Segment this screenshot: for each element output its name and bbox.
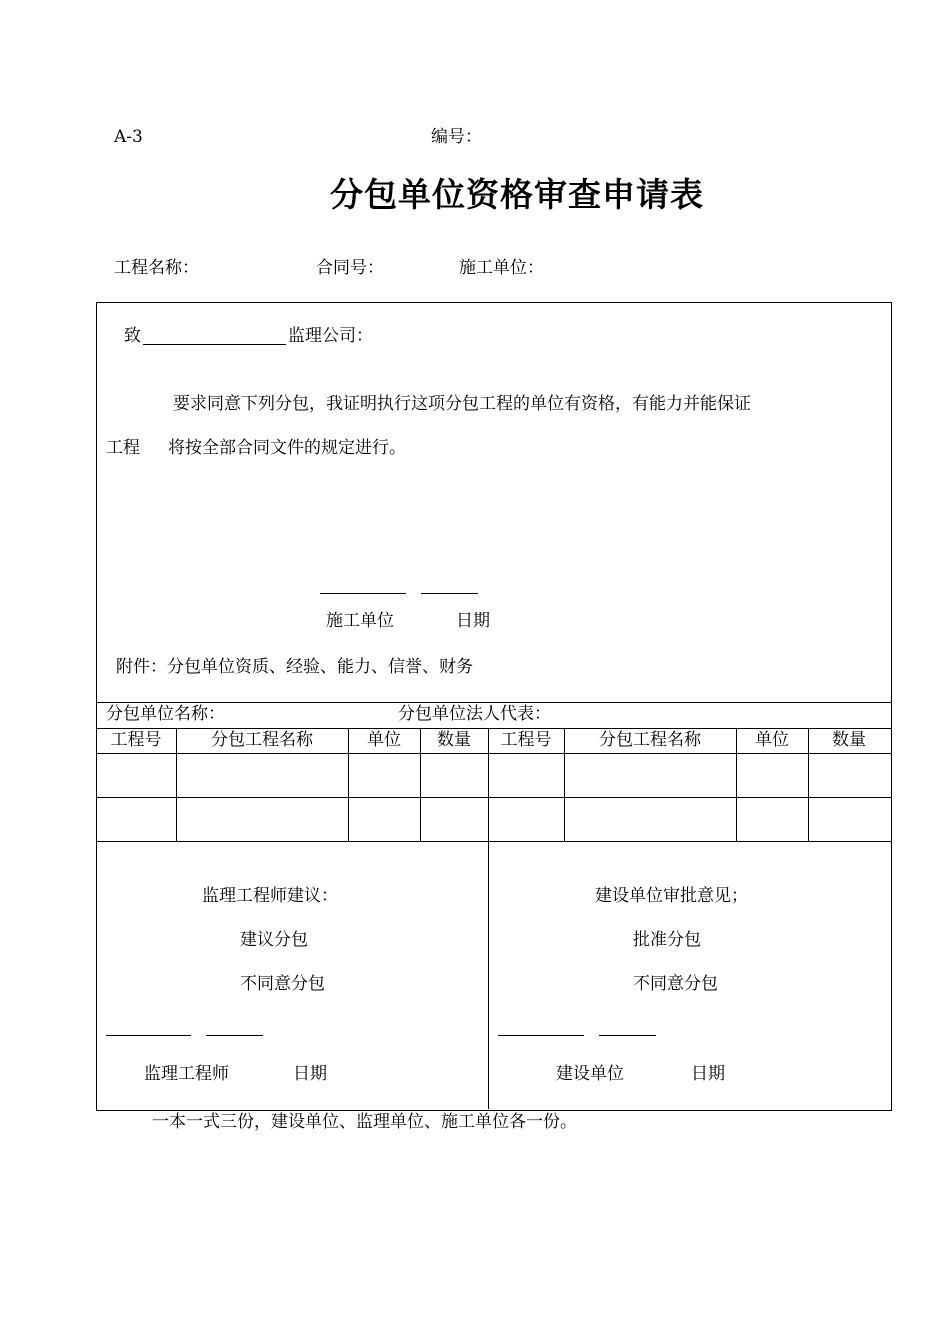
supervisor-date-label: 日期 (293, 1064, 327, 1084)
legal-representative-label: 分包单位法人代表： (398, 704, 551, 724)
column-header-unit: 单位 (755, 730, 789, 750)
column-header-quantity: 数量 (832, 730, 866, 750)
request-line-1: 要求同意下列分包，我证明执行这项分包工程的单位有资格，有能力并能保证 (173, 394, 751, 414)
column-header-work-name: 分包工程名称 (599, 730, 701, 750)
attachment-note: 附件：分包单位资质、经验、能力、信誉、财务 (116, 657, 473, 677)
to-prefix: 致 (124, 326, 141, 346)
request-line-2-text: 将按全部合同文件的规定进行。 (168, 438, 406, 458)
copies-note: 一本一式三份，建设单位、监理单位、施工单位各一份。 (152, 1112, 577, 1132)
owner-date-label: 日期 (691, 1064, 725, 1084)
subcontractor-name-label: 分包单位名称： (106, 704, 225, 724)
supervisor-option-approve: 建议分包 (240, 930, 308, 950)
table-row[interactable] (96, 797, 891, 841)
supervisor-option-reject: 不同意分包 (240, 974, 325, 994)
column-header-project-no: 工程号 (500, 730, 552, 750)
owner-heading: 建设单位审批意见； (595, 886, 748, 906)
owner-signature-line[interactable] (498, 1035, 584, 1036)
column-header-project-no: 工程号 (110, 730, 162, 750)
supervisor-heading: 监理工程师建议： (202, 886, 338, 906)
column-header-unit: 单位 (367, 730, 401, 750)
table-divider (96, 841, 891, 842)
contractor-label: 施工单位： (459, 258, 544, 278)
contract-number-label: 合同号： (316, 258, 384, 278)
divider (96, 702, 891, 703)
supervisor-company-blank[interactable] (143, 344, 286, 345)
request-line-2-project: 工程 (106, 438, 140, 458)
column-header-quantity: 数量 (437, 730, 471, 750)
contractor-date-line[interactable] (421, 593, 478, 594)
serial-number-label: 编号： (431, 127, 482, 147)
owner-date-line[interactable] (599, 1035, 656, 1036)
page-title: 分包单位资格审查申请表 (330, 175, 704, 214)
column-header-work-name: 分包工程名称 (211, 730, 313, 750)
supervisor-sign-label: 监理工程师 (144, 1064, 229, 1084)
supervisor-signature-line[interactable] (106, 1035, 191, 1036)
contractor-sign-label: 施工单位 (326, 611, 394, 631)
form-code: A-3 (114, 127, 143, 147)
contractor-signature-line[interactable] (320, 593, 406, 594)
project-name-label: 工程名称： (114, 258, 199, 278)
owner-sign-label: 建设单位 (556, 1064, 624, 1084)
contractor-date-label: 日期 (456, 611, 490, 631)
table-row[interactable] (96, 753, 891, 797)
to-suffix: 监理公司： (288, 326, 373, 346)
owner-option-approve: 批准分包 (633, 930, 701, 950)
owner-option-reject: 不同意分包 (633, 974, 718, 994)
supervisor-date-line[interactable] (206, 1035, 263, 1036)
divider (96, 728, 891, 729)
